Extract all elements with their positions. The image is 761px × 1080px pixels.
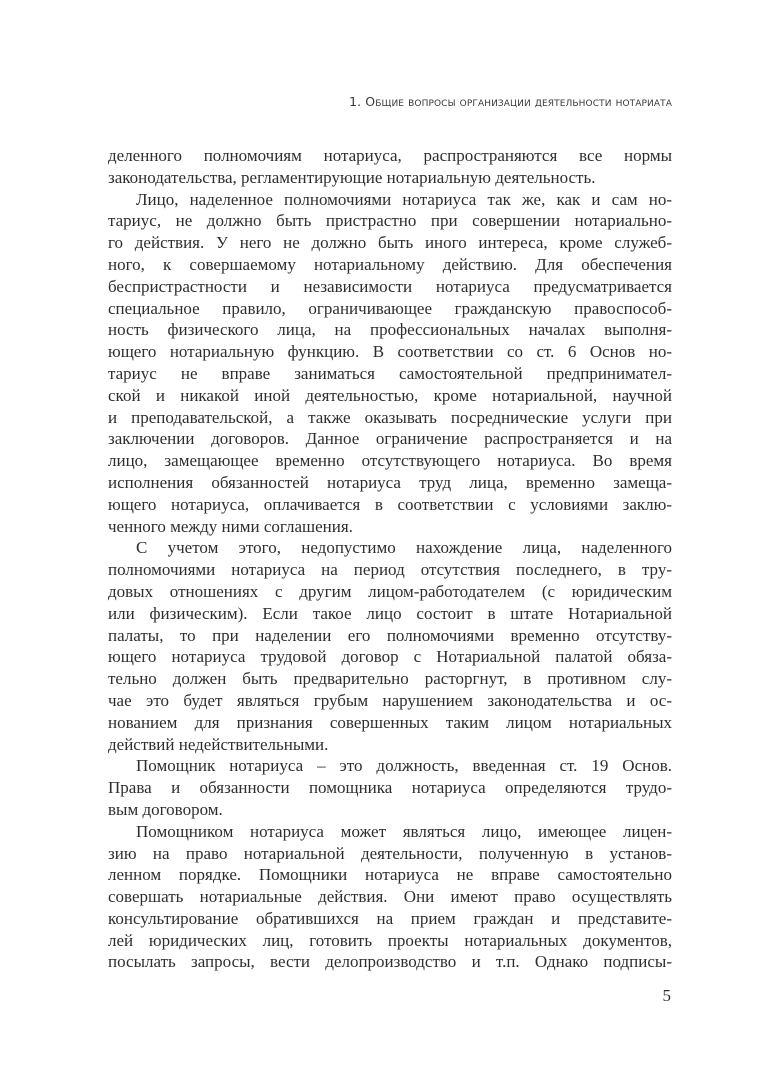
text-line: тариус не вправе заниматься самостоятельной предпринимател- [108,363,672,383]
text-line: совершать нотариальные действия. Они имеют право осуществлять [108,887,672,907]
text-line: ного, к совершаемому нотариальному действию. Для обеспечения [108,254,672,274]
paragraph [108,755,672,820]
text-line: и преподавательской, а также оказывать посреднические услуги при [108,407,672,427]
paragraph [108,537,672,755]
text-line: консультирование обратившихся на прием граждан и представите- [108,908,672,928]
text-line: зию на право нотариальной деятельности, полученную в установ- [108,843,672,863]
text-line: ленном порядке. Помощники нотариуса не вправе самостоятельно [108,865,672,885]
text-line: тельно должен быть предварительно расторгнут, в противном слу- [108,669,672,689]
text-line: исполнения обязанностей нотариуса труд лица, временно замеща- [108,472,672,492]
text-line: Лицо, наделенное полномочиями нотариуса так же, как и сам но- [136,189,672,209]
page-number: 5 [662,986,671,1005]
text-line: палаты, то при наделении его полномочиями временно отсутству- [108,625,672,645]
running-header: 1. Общие вопросы организации деятельности нотариата [349,94,672,109]
text-line: законодательства, регламентирующие нотариальную деятельность. [108,167,596,187]
text-line: лей юридических лиц, готовить проекты нотариальных документов, [108,930,672,950]
text-line: Права и обязанности помощника нотариуса определяются трудо- [108,778,672,798]
text-line: ющего нотариуса трудовой договор с Нотариальной палатой обяза- [108,647,672,667]
text-line: заключении договоров. Данное ограничение распространяется и на [108,429,672,449]
text-line: Помощник нотариуса – это должность, введенная ст. 19 Основ. [136,756,672,776]
text-line: Помощником нотариуса может являться лицо, имеющее лицен- [136,821,672,841]
text-line: С учетом этого, недопустимо нахождение лица, наделенного [136,538,672,558]
text-line: действий недействительными. [108,734,329,754]
text-line: ющего нотариуса, оплачивается в соответствии с условиями заклю- [108,494,672,514]
paragraph [108,145,672,189]
text-line: посылать запросы, вести делопроизводство и т.п. Однако подписы- [108,952,672,972]
text-line: полномочиями нотариуса на период отсутствия последнего, в тру- [108,560,672,580]
text-line: деленного полномочиям нотариуса, распространяются все нормы [108,146,672,165]
text-line: вым договором. [108,799,223,819]
text-line: нованием для признания совершенных таким лицом нотариальных [108,712,672,732]
text-line: беспристрастности и независимости нотариуса предусматривается [108,276,672,296]
text-line: чае это будет являться грубым нарушением законодательства и ос- [108,690,672,710]
text-line: лицо, замещающее временно отсутствующего нотариуса. Во время [108,451,672,471]
paragraph [108,189,672,538]
text-line: тариус, не должно быть пристрастно при совершении нотариально- [108,211,672,231]
text-line: специальное правило, ограничивающее гражданскую правоспособ- [108,298,672,318]
text-line: ность физического лица, на профессиональных началах выполня- [108,320,672,340]
text-line: или физическим). Если такое лицо состоит в штате Нотариальной [108,603,672,623]
body-text [108,145,672,973]
text-line: довых отношениях с другим лицом-работодателем (с юридическим [108,581,672,601]
paragraph [108,821,672,974]
text-line: ченного между ними соглашения. [108,516,353,536]
text-line: го действия. У него не должно быть иного интереса, кроме служеб- [108,233,672,253]
text-line: ской и никакой иной деятельностью, кроме нотариальной, научной [108,385,672,405]
text-line: ющего нотариальную функцию. В соответствии со ст. 6 Основ но- [108,342,672,362]
